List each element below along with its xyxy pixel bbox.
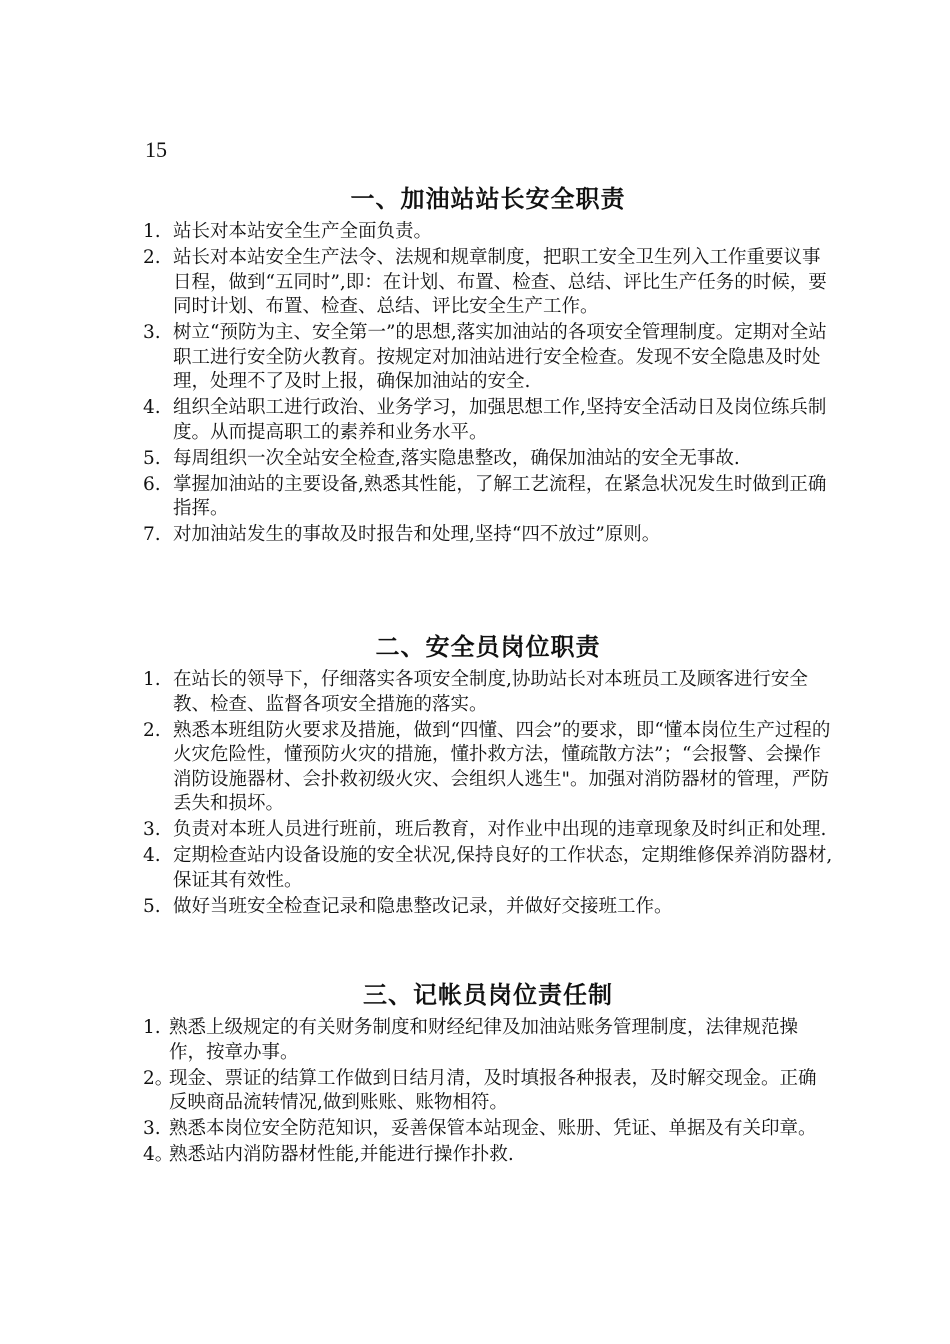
item-text: 树立“预防为主、安全第一”的思想,落实加油站的各项安全管理制度。定期对全站职工进行安全防火教育。按规定对加油站进行安全检查。发现不安全隐患及时处理，处理不了及时上报，确保加油站的安全.	[173, 322, 827, 392]
list-item	[143, 844, 833, 893]
item-number: 1.	[143, 1017, 161, 1038]
list-item	[143, 1143, 833, 1168]
list-item	[143, 523, 833, 548]
item-text: 熟悉站内消防器材性能,并能进行操作扑救.	[169, 1144, 514, 1165]
item-number: 2.	[143, 247, 161, 268]
section-title: 三、记帐员岗位责任制	[363, 981, 613, 1009]
item-number: 5.	[143, 447, 161, 469]
item-number: 5.	[143, 895, 161, 917]
item-number: 4.	[143, 845, 161, 866]
item-number: 7.	[143, 524, 161, 545]
list-item	[143, 818, 833, 843]
item-number: 1.	[143, 669, 161, 690]
list-item	[143, 473, 833, 522]
item-number: 4.	[143, 397, 161, 418]
list-item	[143, 321, 833, 395]
item-number: 6.	[143, 473, 161, 495]
section-safety-officer-duties	[143, 630, 833, 921]
item-text: 组织全站职工进行政治、业务学习，加强思想工作,坚持安全活动日及岗位练兵制度。从而提高职工的素养和业务水平。	[173, 397, 827, 443]
item-number: 1.	[143, 221, 161, 242]
item-text: 熟悉本班组防火要求及措施，做到“四懂、四会”的要求，即“懂本岗位生产过程的火灾危险性，懂预防火灾的措施，懂扑救方法，懂疏散方法”；“会报警、会操作消防设施器材、会扑救初级火灾、会组织人逃生"。加强对消防器材的管理，严防丢失和损坏。	[173, 719, 831, 814]
item-text: 对加油站发生的事故及时报告和处理,坚持“四不放过”原则。	[173, 524, 661, 545]
section-title: 二、安全员岗位职责	[375, 633, 601, 661]
item-text: 在站长的领导下，仔细落实各项安全制度,协助站长对本班员工及顾客进行安全教、检查、监督各项安全措施的落实。	[173, 669, 808, 715]
list-item	[143, 1067, 833, 1116]
list-item	[143, 1117, 833, 1142]
item-text: 现金、票证的结算工作做到日结月清，及时填报各种报表，及时解交现金。正确反映商品流转情况,做到账账、账物相符。	[169, 1067, 817, 1113]
item-text: 做好当班安全检查记录和隐患整改记录，并做好交接班工作。	[173, 895, 673, 917]
list-item	[143, 1016, 833, 1065]
item-number: 3.	[143, 322, 161, 343]
item-number: 2。	[143, 1067, 174, 1089]
list-item	[143, 396, 833, 445]
list-item	[143, 220, 833, 245]
item-text: 定期检查站内设备设施的安全状况,保持良好的工作状态，定期维修保养消防器材,保证其有效性。	[173, 845, 833, 891]
item-text: 负责对本班人员进行班前，班后教育，对作业中出现的违章现象及时纠正和处理.	[173, 819, 827, 840]
item-text: 掌握加油站的主要设备,熟悉其性能，了解工艺流程，在紧急状况发生时做到正确指挥。	[173, 473, 827, 519]
section-title: 一、加油站站长安全职责	[350, 185, 626, 213]
list-item	[143, 895, 833, 920]
item-text: 熟悉上级规定的有关财务制度和财经纪律及加油站账务管理制度，法律规范操作，按章办事。	[169, 1017, 799, 1063]
item-text: 熟悉本岗位安全防范知识，妥善保管本站现金、账册、凭证、单据及有关印章。	[169, 1118, 817, 1139]
item-number: 3.	[143, 819, 161, 840]
list-item	[143, 668, 833, 717]
section-station-manager-safety	[143, 182, 833, 549]
item-text: 站长对本站安全生产法令、法规和规章制度，把职工安全卫生列入工作重要议事日程，做到“五同时”,即：在计划、布置、检查、总结、评比生产任务的时候，要同时计划、布置、检查、总结、评比安全生产工作。	[173, 247, 827, 317]
item-text: 站长对本站安全生产全面负责。	[173, 221, 433, 242]
list-item	[143, 719, 833, 817]
item-text: 每周组织一次全站安全检查,落实隐患整改，确保加油站的安全无事故.	[173, 447, 740, 469]
item-number: 4。	[143, 1144, 174, 1165]
section-bookkeeper-duties	[143, 978, 833, 1169]
list-item	[143, 246, 833, 320]
item-number: 3.	[143, 1118, 161, 1139]
list-item	[143, 447, 833, 472]
item-number: 2.	[143, 719, 161, 741]
page-number: 15	[145, 137, 167, 162]
